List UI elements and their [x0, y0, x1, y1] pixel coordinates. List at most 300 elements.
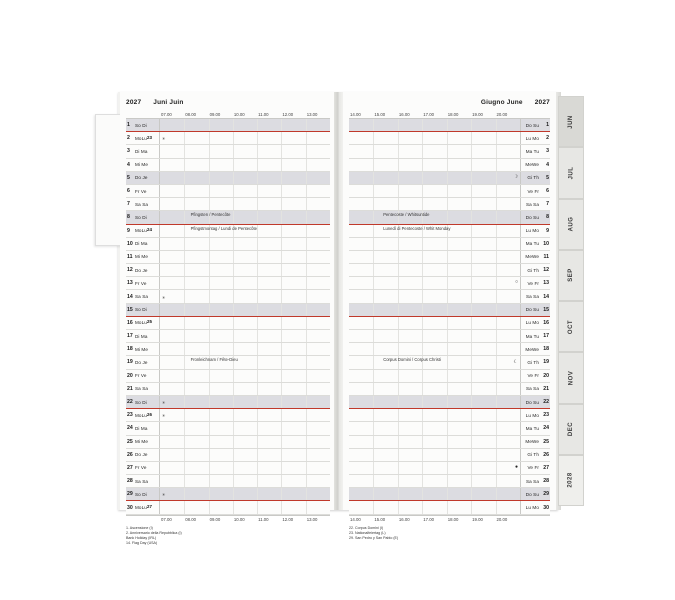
hour-gridline — [398, 475, 399, 487]
day-row[interactable] — [349, 251, 550, 264]
day-cell — [520, 343, 550, 355]
hour-gridline — [257, 488, 258, 500]
hour-gridline — [306, 211, 307, 223]
appointment-slot[interactable] — [160, 251, 330, 263]
day-row[interactable] — [126, 304, 330, 317]
hour-label: 11.00 — [258, 516, 269, 522]
appointment-slot[interactable] — [349, 396, 520, 408]
day-row[interactable] — [126, 449, 330, 462]
day-number: 23 — [543, 412, 549, 419]
hour-gridline — [184, 462, 185, 474]
day-number: 8 — [546, 214, 549, 221]
appointment-slot[interactable] — [160, 159, 330, 171]
hour-gridline — [184, 172, 185, 184]
hour-gridline — [281, 356, 282, 368]
right-holiday-legend — [349, 526, 550, 542]
hour-gridline — [398, 159, 399, 171]
appointment-slot[interactable] — [349, 172, 520, 184]
day-row[interactable] — [349, 145, 550, 158]
hour-gridline — [373, 211, 374, 223]
day-number: 27 — [543, 464, 549, 471]
day-row[interactable] — [126, 488, 330, 501]
appointment-slot[interactable] — [349, 238, 520, 250]
hour-gridline — [306, 501, 307, 513]
holiday-note: Pentecoste / Whitsuntide — [383, 212, 430, 218]
hour-label: 12.00 — [282, 112, 294, 117]
appointment-slot[interactable] — [349, 436, 520, 448]
hour-gridline — [496, 119, 497, 131]
day-row[interactable] — [349, 396, 550, 409]
left-hours-ruler-bottom — [126, 515, 330, 523]
hour-label: 18.00 — [447, 516, 459, 522]
appointment-slot[interactable] — [349, 475, 520, 487]
hour-gridline — [281, 145, 282, 157]
day-row[interactable] — [126, 356, 330, 369]
hour-gridline — [422, 488, 423, 500]
day-name: Lu Mo — [525, 228, 539, 234]
hour-gridline — [496, 238, 497, 250]
appointment-slot[interactable] — [160, 172, 330, 184]
hour-gridline — [447, 238, 448, 250]
left-hours-ruler-top — [126, 111, 330, 119]
day-row[interactable] — [126, 383, 330, 396]
day-name: Ve Fr — [527, 373, 539, 379]
appointment-slot[interactable] — [160, 356, 330, 368]
appointment-slot[interactable] — [349, 290, 520, 302]
month-tab-label: DEC — [567, 422, 574, 437]
hour-gridline — [496, 290, 497, 302]
hour-gridline — [447, 370, 448, 382]
hour-gridline — [447, 198, 448, 210]
day-row[interactable] — [349, 198, 550, 211]
day-name: Di Ma — [135, 241, 148, 247]
hour-gridline — [184, 383, 185, 395]
appointment-slot[interactable] — [349, 370, 520, 382]
day-cell — [126, 436, 160, 448]
hour-gridline — [373, 145, 374, 157]
appointment-slot[interactable] — [349, 159, 520, 171]
hour-label: 18.00 — [447, 112, 459, 117]
day-row[interactable] — [349, 211, 550, 224]
legend-line: 22. Corpus Domini (I) — [349, 525, 384, 530]
hour-gridline — [281, 330, 282, 342]
day-name: Do Je — [135, 452, 148, 458]
day-row[interactable] — [349, 304, 550, 317]
hour-gridline — [471, 449, 472, 461]
hour-gridline — [184, 145, 185, 157]
hour-gridline — [447, 132, 448, 144]
hour-gridline — [281, 304, 282, 316]
day-row[interactable] — [126, 185, 330, 198]
hour-gridline — [257, 436, 258, 448]
hour-gridline — [257, 185, 258, 197]
day-row[interactable] — [126, 132, 330, 145]
hour-gridline — [373, 198, 374, 210]
hour-gridline — [471, 132, 472, 144]
day-number: 21 — [543, 385, 549, 392]
day-row[interactable] — [349, 238, 550, 251]
day-row[interactable] — [126, 501, 330, 514]
hour-gridline — [257, 409, 258, 421]
hour-gridline — [184, 159, 185, 171]
day-cell — [520, 211, 550, 223]
appointment-slot[interactable] — [160, 264, 330, 276]
hour-gridline — [233, 422, 234, 434]
appointment-slot[interactable] — [160, 277, 330, 289]
hour-gridline — [209, 145, 210, 157]
day-row[interactable] — [126, 409, 330, 422]
appointment-slot[interactable] — [160, 198, 330, 210]
appointment-slot[interactable] — [349, 185, 520, 197]
hour-gridline — [233, 317, 234, 329]
legend-line: 1. Ascensione (I) — [126, 525, 153, 530]
day-name: Do Su — [525, 491, 539, 497]
day-row[interactable] — [126, 225, 330, 238]
day-row[interactable] — [349, 356, 550, 369]
hour-gridline — [257, 396, 258, 408]
day-cell — [126, 145, 160, 157]
day-cell — [126, 159, 160, 171]
day-row[interactable] — [349, 132, 550, 145]
day-row[interactable] — [126, 238, 330, 251]
hour-gridline — [281, 185, 282, 197]
day-row[interactable] — [349, 370, 550, 383]
hour-gridline — [373, 290, 374, 302]
hour-gridline — [422, 119, 423, 131]
day-name: Lu Mo — [525, 412, 539, 418]
hour-gridline — [306, 277, 307, 289]
month-tab-nov[interactable] — [558, 352, 584, 403]
hour-gridline — [398, 119, 399, 131]
day-row[interactable] — [349, 343, 550, 356]
appointment-slot[interactable] — [349, 317, 520, 329]
hour-gridline — [496, 396, 497, 408]
day-row[interactable] — [126, 119, 330, 132]
hour-gridline — [471, 409, 472, 421]
hour-gridline — [471, 211, 472, 223]
hour-gridline — [257, 330, 258, 342]
day-number: 20 — [127, 372, 133, 379]
day-cell — [520, 409, 550, 421]
day-row[interactable] — [349, 159, 550, 172]
day-cell — [520, 396, 550, 408]
appointment-slot[interactable] — [349, 225, 520, 237]
hour-gridline — [471, 475, 472, 487]
day-name: Ve Fr — [527, 280, 539, 286]
appointment-slot[interactable] — [349, 211, 520, 223]
appointment-slot[interactable] — [160, 475, 330, 487]
day-row[interactable] — [126, 330, 330, 343]
hour-gridline — [398, 304, 399, 316]
month-tab-2028[interactable] — [558, 455, 584, 506]
day-row[interactable] — [126, 172, 330, 185]
appointment-slot[interactable] — [349, 449, 520, 461]
appointment-slot[interactable] — [349, 198, 520, 210]
day-number: 28 — [543, 478, 549, 485]
hour-gridline — [209, 422, 210, 434]
day-row[interactable] — [126, 370, 330, 383]
day-name: Sa Sa — [135, 386, 149, 392]
hour-gridline — [496, 356, 497, 368]
appointment-slot[interactable] — [349, 119, 520, 131]
day-name: Lu Mo — [525, 135, 539, 141]
day-row[interactable] — [126, 264, 330, 277]
hour-gridline — [281, 409, 282, 421]
hour-label: 16.00 — [398, 516, 410, 522]
appointment-slot[interactable] — [160, 330, 330, 342]
hour-gridline — [471, 330, 472, 342]
hour-gridline — [373, 396, 374, 408]
hour-gridline — [373, 317, 374, 329]
hour-gridline — [281, 462, 282, 474]
day-name: Ma Tu — [525, 333, 539, 339]
hour-gridline — [306, 159, 307, 171]
day-row[interactable] — [126, 436, 330, 449]
hour-gridline — [233, 211, 234, 223]
day-number: 13 — [127, 280, 133, 287]
hour-gridline — [422, 343, 423, 355]
appointment-slot[interactable] — [349, 277, 520, 289]
day-row[interactable] — [126, 277, 330, 290]
day-number: 22 — [127, 399, 133, 406]
hour-gridline — [373, 343, 374, 355]
day-cell — [126, 172, 160, 184]
day-row[interactable] — [126, 159, 330, 172]
hour-gridline — [184, 436, 185, 448]
hour-gridline — [373, 422, 374, 434]
hour-gridline — [496, 145, 497, 157]
day-row[interactable] — [349, 264, 550, 277]
hour-gridline — [257, 211, 258, 223]
day-row[interactable] — [126, 251, 330, 264]
day-row[interactable] — [349, 462, 550, 475]
day-number: 11 — [127, 253, 133, 260]
day-cell — [126, 317, 160, 329]
day-cell — [126, 422, 160, 434]
hour-gridline — [233, 449, 234, 461]
hour-gridline — [398, 251, 399, 263]
hour-gridline — [471, 356, 472, 368]
day-row[interactable] — [349, 317, 550, 330]
page-corner-tab[interactable] — [95, 114, 122, 246]
hour-gridline — [398, 172, 399, 184]
appointment-slot[interactable] — [160, 304, 330, 316]
hour-label: 07.00 — [161, 112, 172, 117]
day-number: 3 — [127, 148, 130, 155]
hour-label: 15.00 — [374, 516, 386, 522]
appointment-slot[interactable] — [160, 449, 330, 461]
day-number: 12 — [543, 267, 549, 274]
hour-gridline — [471, 383, 472, 395]
day-row[interactable] — [349, 409, 550, 422]
hour-gridline — [447, 317, 448, 329]
day-row[interactable] — [349, 501, 550, 514]
appointment-slot[interactable] — [349, 304, 520, 316]
appointment-slot[interactable] — [160, 132, 330, 144]
month-tab-jun[interactable] — [558, 96, 584, 147]
hour-gridline — [496, 277, 497, 289]
month-tab-oct[interactable] — [558, 301, 584, 352]
appointment-slot[interactable] — [160, 225, 330, 237]
hour-gridline — [233, 383, 234, 395]
month-tab-dec[interactable] — [558, 404, 584, 455]
hour-gridline — [496, 211, 497, 223]
hour-gridline — [398, 317, 399, 329]
right-page-header — [349, 99, 550, 109]
day-row[interactable] — [126, 343, 330, 356]
hour-gridline — [233, 277, 234, 289]
appointment-slot[interactable] — [349, 501, 520, 513]
appointment-slot[interactable] — [349, 356, 520, 368]
day-number: 30 — [543, 504, 549, 511]
appointment-slot[interactable] — [160, 238, 330, 250]
week-number: 23 — [147, 134, 152, 140]
day-row[interactable] — [349, 383, 550, 396]
appointment-slot[interactable] — [349, 132, 520, 144]
hour-gridline — [496, 501, 497, 513]
hour-gridline — [496, 449, 497, 461]
hour-gridline — [306, 317, 307, 329]
day-cell — [126, 462, 160, 474]
appointment-slot[interactable] — [160, 145, 330, 157]
day-row[interactable] — [349, 119, 550, 132]
appointment-slot[interactable] — [349, 251, 520, 263]
appointment-slot[interactable] — [160, 396, 330, 408]
hour-gridline — [398, 501, 399, 513]
appointment-slot[interactable] — [160, 119, 330, 131]
hour-gridline — [306, 251, 307, 263]
appointment-slot[interactable] — [160, 488, 330, 500]
day-name: Sa Sa — [135, 294, 149, 300]
day-row[interactable] — [349, 436, 550, 449]
hour-label: 08.00 — [185, 516, 197, 522]
appointment-slot[interactable] — [160, 462, 330, 474]
appointment-slot[interactable] — [349, 264, 520, 276]
day-row[interactable] — [126, 422, 330, 435]
day-name: Do Su — [525, 307, 539, 313]
day-name: Do Je — [135, 175, 148, 181]
month-tab-jul[interactable] — [558, 147, 584, 198]
day-row[interactable] — [349, 449, 550, 462]
appointment-slot[interactable] — [349, 422, 520, 434]
day-row[interactable] — [126, 211, 330, 224]
hour-gridline — [257, 383, 258, 395]
day-row[interactable] — [349, 225, 550, 238]
hour-gridline — [306, 436, 307, 448]
appointment-slot[interactable] — [160, 501, 330, 513]
appointment-slot[interactable] — [349, 343, 520, 355]
hour-gridline — [233, 159, 234, 171]
day-row[interactable] — [126, 290, 330, 303]
day-name: Ma Tu — [525, 425, 539, 431]
hour-gridline — [306, 172, 307, 184]
hour-gridline — [373, 449, 374, 461]
day-name: Fr Ve — [135, 188, 147, 194]
appointment-slot[interactable] — [160, 409, 330, 421]
hour-gridline — [233, 264, 234, 276]
appointment-slot[interactable] — [160, 383, 330, 395]
day-row[interactable] — [126, 317, 330, 330]
day-number: 10 — [543, 240, 549, 247]
day-name: MoLu — [135, 320, 147, 326]
day-row[interactable] — [349, 488, 550, 501]
hour-gridline — [447, 436, 448, 448]
day-row[interactable] — [349, 185, 550, 198]
appointment-slot[interactable] — [349, 488, 520, 500]
day-cell — [126, 290, 160, 302]
day-cell — [520, 449, 550, 461]
day-name: So Di — [135, 122, 147, 128]
appointment-slot[interactable] — [160, 185, 330, 197]
hour-gridline — [209, 264, 210, 276]
day-cell — [126, 211, 160, 223]
hour-gridline — [496, 330, 497, 342]
appointment-slot[interactable] — [349, 383, 520, 395]
day-cell — [520, 132, 550, 144]
hour-gridline — [471, 304, 472, 316]
day-number: 12 — [127, 267, 133, 274]
hour-gridline — [373, 501, 374, 513]
hour-gridline — [496, 251, 497, 263]
day-cell — [520, 383, 550, 395]
hour-gridline — [447, 277, 448, 289]
appointment-slot[interactable] — [160, 211, 330, 223]
day-row[interactable] — [349, 172, 550, 185]
appointment-slot[interactable] — [349, 409, 520, 421]
appointment-slot[interactable] — [160, 422, 330, 434]
appointment-slot[interactable] — [160, 436, 330, 448]
appointment-slot[interactable] — [160, 290, 330, 302]
hour-gridline — [471, 225, 472, 237]
day-name: Do Su — [525, 122, 539, 128]
day-row[interactable] — [349, 422, 550, 435]
appointment-slot[interactable] — [349, 145, 520, 157]
appointment-slot[interactable] — [349, 330, 520, 342]
hour-gridline — [422, 304, 423, 316]
month-tab-sep[interactable] — [558, 250, 584, 301]
day-row[interactable] — [349, 330, 550, 343]
month-tab-aug[interactable] — [558, 199, 584, 250]
hour-gridline — [471, 159, 472, 171]
day-name: Lu Mo — [525, 320, 539, 326]
holiday-marker-icon: ✳ — [162, 492, 166, 498]
day-row[interactable] — [126, 475, 330, 488]
day-row[interactable] — [349, 290, 550, 303]
hour-gridline — [398, 238, 399, 250]
hour-gridline — [209, 317, 210, 329]
day-number: 1 — [546, 122, 549, 129]
hour-gridline — [447, 264, 448, 276]
day-row[interactable] — [126, 462, 330, 475]
day-row[interactable] — [349, 475, 550, 488]
day-row[interactable] — [126, 198, 330, 211]
hour-gridline — [233, 330, 234, 342]
day-name: Sa Sa — [525, 201, 539, 207]
day-row[interactable] — [349, 277, 550, 290]
hour-gridline — [233, 251, 234, 263]
appointment-slot[interactable] — [160, 343, 330, 355]
appointment-slot[interactable] — [160, 317, 330, 329]
left-day-rows — [126, 119, 330, 515]
day-row[interactable] — [126, 396, 330, 409]
hour-gridline — [496, 409, 497, 421]
right-hours-ruler-bottom — [349, 515, 550, 523]
appointment-slot[interactable] — [349, 462, 520, 474]
hour-gridline — [209, 501, 210, 513]
appointment-slot[interactable] — [160, 370, 330, 382]
day-row[interactable] — [126, 145, 330, 158]
day-number: 7 — [127, 201, 130, 208]
